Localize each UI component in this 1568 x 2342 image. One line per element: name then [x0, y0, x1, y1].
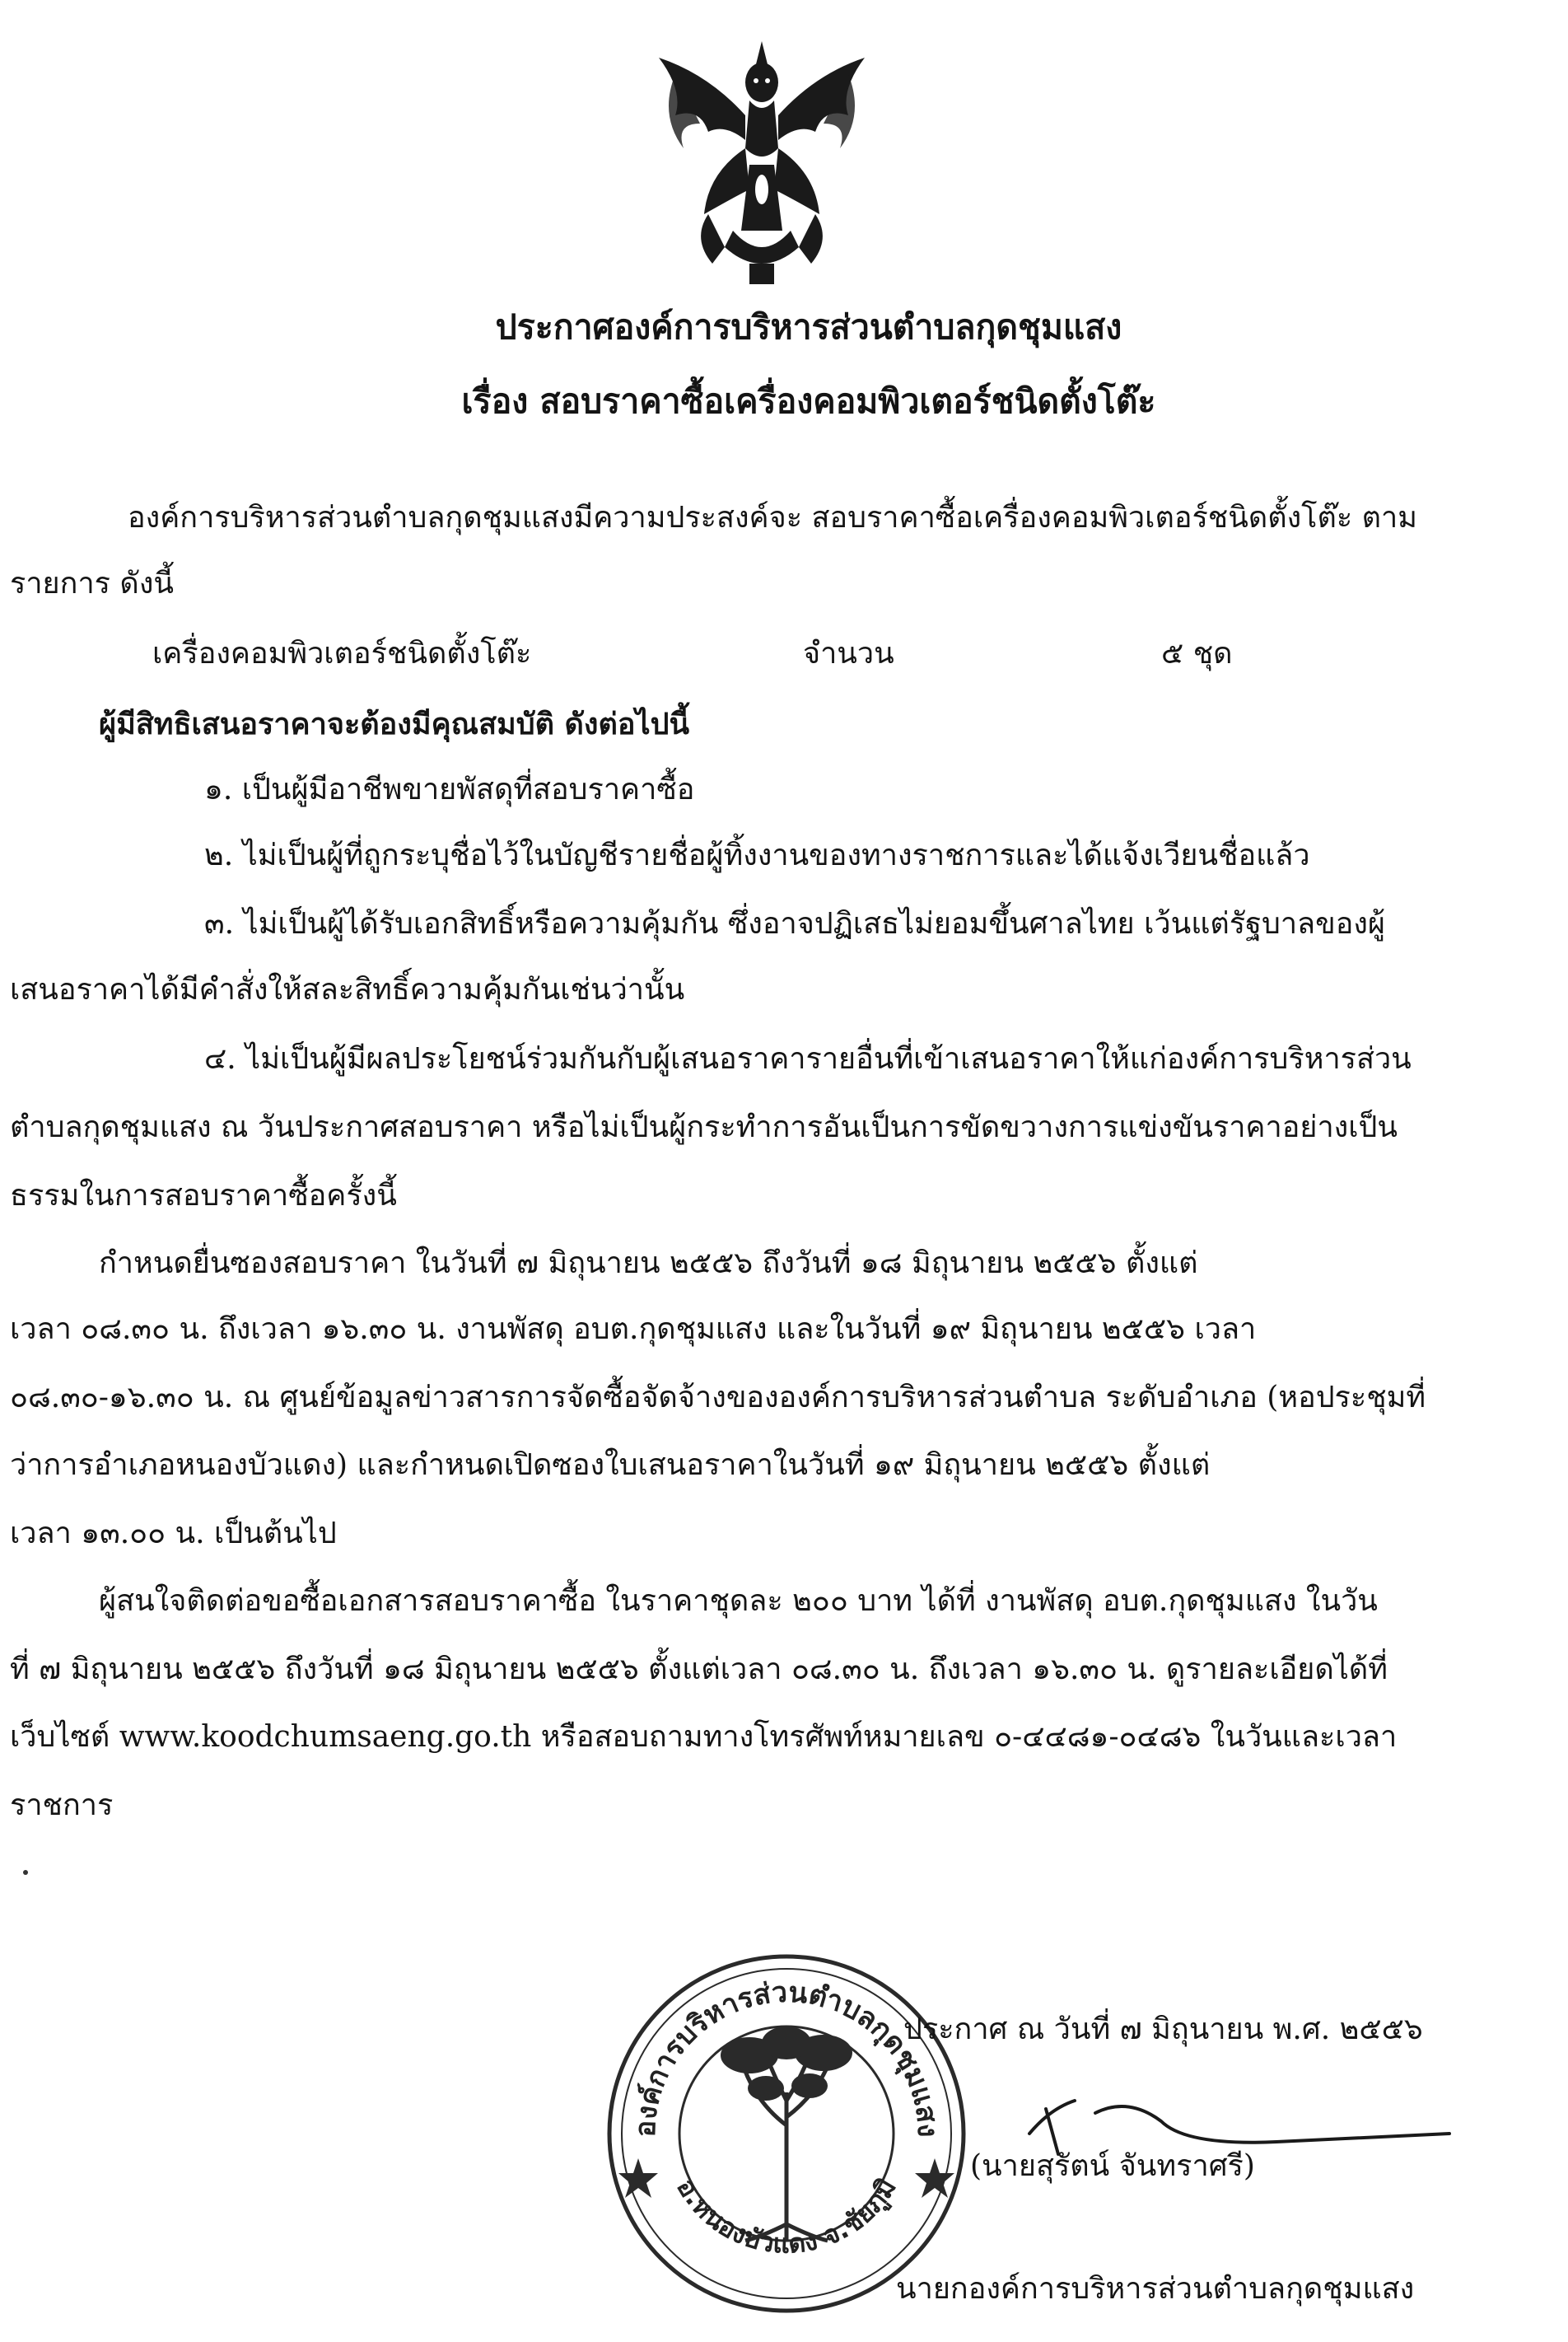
schedule-line-2: เวลา ๐๘.๓๐ น. ถึงเวลา ๑๖.๓๐ น. งานพัสดุ อบต.กุดชุมแสง และในวันที่ ๑๙ มิถุนายน ๒๕๕๖ เวลา [10, 1312, 1257, 1346]
signer-name: (นายสุรัตน์ จันทราศรี) [970, 2149, 1255, 2183]
qualification-4b: ตำบลกุดชุมแสง ณ วันประกาศสอบราคา หรือไม่เป็นผู้กระทำการอันเป็นการขัดขวางการแข่งขันราคาอย่างเป็น [10, 1110, 1398, 1144]
schedule-line-1: กำหนดยื่นซองสอบราคา ในวันที่ ๗ มิถุนายน ๒๕๕๖ ถึงวันที่ ๑๘ มิถุนายน ๒๕๕๖ ตั้งแต่ [99, 1246, 1198, 1280]
qualification-4a: ๔. ไม่เป็นผู้มีผลประโยชน์ร่วมกันกับผู้เสนอราคารายอื่นที่เข้าเสนอราคาให้แก่องค์การบริหารส่วน [204, 1042, 1412, 1076]
seal-text-bottom: อ.หนองบัวแดง จ.ชัยภูมิ [670, 2172, 903, 2260]
schedule-line-3: ๐๘.๓๐-๑๖.๓๐ น. ณ ศูนย์ข้อมูลข่าวสารการจัดซื้อจัดจ้างขององค์การบริหารส่วนตำบล ระดับอำเภอ (หอประชุมที่ [10, 1381, 1426, 1414]
seal-text-top: องค์การบริหารส่วนตำบลกุดชุมแสง [628, 1975, 945, 2138]
qualification-3a: ๓. ไม่เป็นผู้ได้รับเอกสิทธิ์หรือความคุ้มกัน ซึ่งอาจปฏิเสธไม่ยอมขึ้นศาลไทย เว้นแต่รัฐบาลของผู้ [204, 907, 1386, 941]
schedule-line-5: เวลา ๑๓.๐๐ น. เป็นต้นไป [10, 1517, 337, 1550]
qualification-1: ๑. เป็นผู้มีอาชีพขายพัสดุที่สอบราคาซื้อ [204, 773, 695, 806]
qualification-3b: เสนอราคาได้มีคำสั่งให้สละสิทธิ์ความคุ้มกันเช่นว่านั้น [10, 973, 685, 1007]
item-name: เครื่องคอมพิวเตอร์ชนิดตั้งโต๊ะ [152, 637, 532, 671]
announcement-subject: เรื่อง สอบราคาซื้อเครื่องคอมพิวเตอร์ชนิดตั้งโต๊ะ [461, 381, 1156, 421]
stray-mark [23, 1870, 28, 1875]
intro-line-1: องค์การบริหารส่วนตำบลกุดชุมแสงมีความประสงค์จะ สอบราคาซื้อเครื่องคอมพิวเตอร์ชนิดตั้งโต๊ะ ตาม [128, 501, 1417, 535]
contact-line-4: ราชการ [10, 1788, 114, 1822]
announcement-title: ประกาศองค์การบริหารส่วนตำบลกุดชุมแสง [495, 307, 1122, 347]
qualification-heading: ผู้มีสิทธิเสนอราคาจะต้องมีคุณสมบัติ ดังต่อไปนี้ [99, 707, 690, 741]
qualification-2: ๒. ไม่เป็นผู้ที่ถูกระบุชื่อไว้ในบัญชีรายชื่อผู้ทิ้งงานของทางราชการและได้แจ้งเวียนชื่อแล้ว [204, 839, 1310, 872]
item-qty-label: จำนวน [803, 637, 894, 671]
contact-line-2: ที่ ๗ มิถุนายน ๒๕๕๖ ถึงวันที่ ๑๘ มิถุนายน ๒๕๕๖ ตั้งแต่เวลา ๐๘.๓๐ น. ถึงเวลา ๑๖.๓๐ น. ดูรายละเอียดได้ที่ [10, 1652, 1388, 1686]
contact-line-3: เว็บไซต์ www.koodchumsaeng.go.th หรือสอบถามทางโทรศัพท์หมายเลข ๐-๔๔๘๑-๐๔๘๖ ในวันและเวลา [10, 1720, 1398, 1754]
item-qty: ๕ ชุด [1161, 637, 1233, 671]
schedule-line-4: ว่าการอำเภอหนองบัวแดง) และกำหนดเปิดซองใบเสนอราคาในวันที่ ๑๙ มิถุนายน ๒๕๕๖ ตั้งแต่ [10, 1448, 1211, 1482]
contact-line-1: ผู้สนใจติดต่อขอซื้อเอกสารสอบราคาซื้อ ในราคาชุดละ ๒๐๐ บาท ได้ที่ งานพัสดุ อบต.กุดชุมแสง ในวัน [99, 1584, 1378, 1618]
signer-title: นายกองค์การบริหารส่วนตำบลกุดชุมแสง [896, 2272, 1415, 2306]
garuda-emblem-icon [626, 25, 898, 297]
announcement-date: ประกาศ ณ วันที่ ๗ มิถุนายน พ.ศ. ๒๕๕๖ [903, 2012, 1423, 2046]
qualification-4c: ธรรมในการสอบราคาซื้อครั้งนี้ [10, 1179, 397, 1213]
intro-line-2: รายการ ดังนี้ [10, 567, 175, 601]
